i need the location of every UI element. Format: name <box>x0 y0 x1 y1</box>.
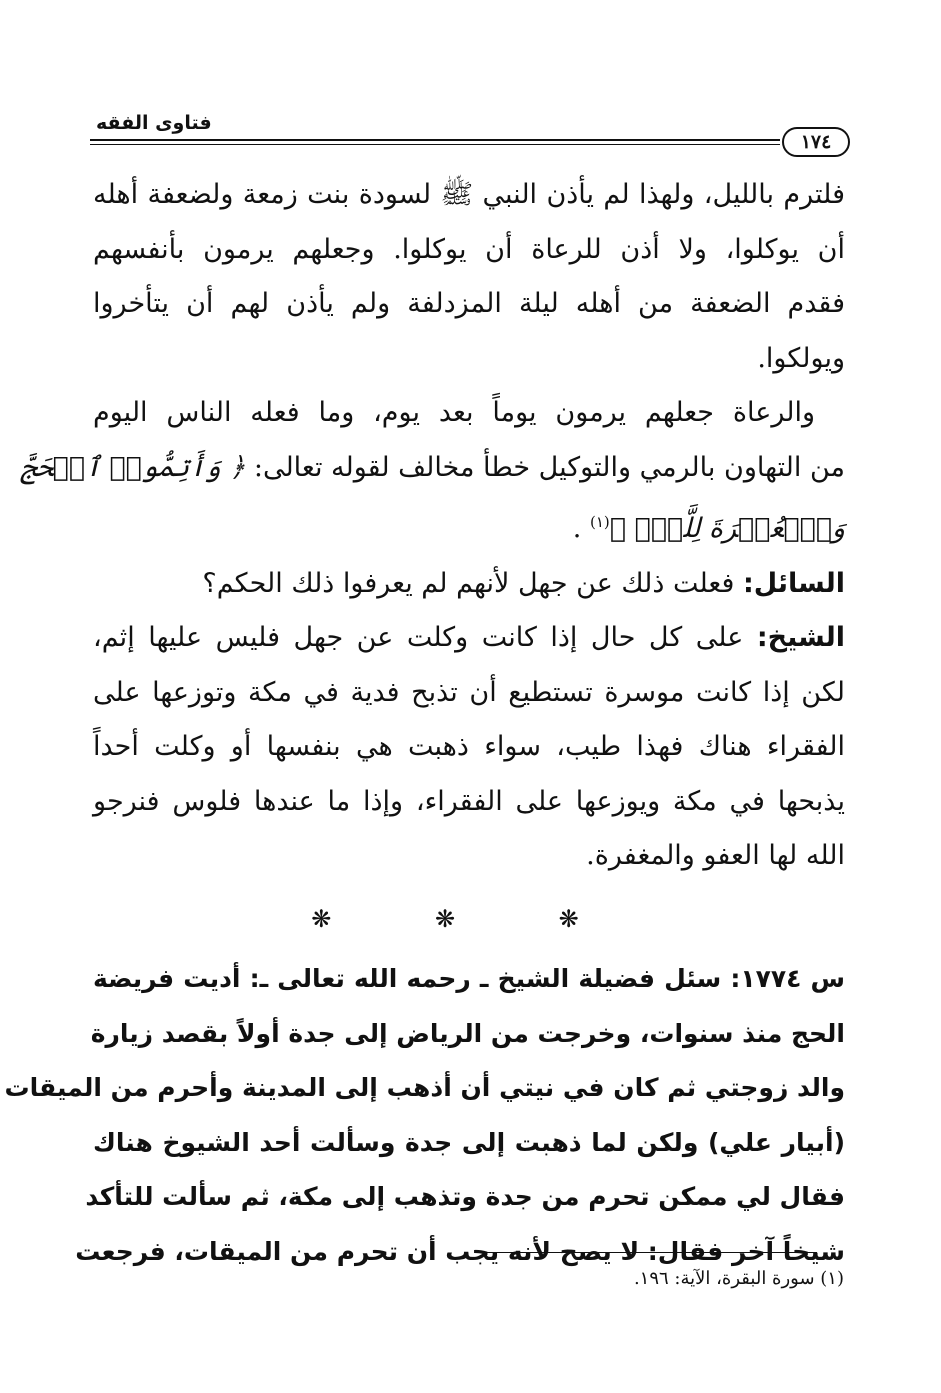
text-line: أن يوكلوا، ولا أذن للرعاة أن يوكلوا. وجعلهم يرمون بأنفسهم <box>93 233 845 265</box>
text-line: شيخاً آخر فقال: لا يصح لأنه يجب أن تحرم من الميقات، فرجعت <box>75 1236 845 1266</box>
footnote: (١) سورة البقرة، الآية: ١٩٦. <box>633 1268 844 1289</box>
page-number: ١٧٤ <box>782 127 850 157</box>
header-rule-thick <box>90 139 780 141</box>
quran-verse: ﴿ وَأَتِمُّوا۟ ٱلۡحَجَّ <box>20 451 246 483</box>
text-line: يذبحها في مكة ويوزعها على الفقراء، وإذا ما عندها فلوس فنرجو <box>93 785 845 817</box>
text-segment: من التهاون بالرمي والتوكيل خطأ مخالف لقوله تعالى: <box>253 451 845 483</box>
asker-paragraph <box>93 557 845 612</box>
text-line: فقال لي ممكن تحرم من جدة وتذهب إلى مكة، ثم سألت للتأكد <box>85 1182 845 1211</box>
text-line <box>93 495 845 557</box>
question-paragraph <box>4 952 845 1279</box>
paragraph-1 <box>93 168 845 386</box>
footnote-rule <box>475 1252 817 1253</box>
asker-text: فعلت ذلك عن جهل لأنهم لم يعرفوا ذلك الحكم؟ <box>202 567 735 599</box>
text-line: الحج منذ سنوات، وخرجت من الرياض إلى جدة أولاً بقصد زيارة <box>90 1018 845 1048</box>
text-line <box>93 611 845 666</box>
text-line: فلترم بالليل، ولهذا لم يأذن النبي ﷺ لسودة بنت زمعة ولضعفة أهله <box>93 179 845 210</box>
text-line: س ١٧٧٤: سئل فضيلة الشيخ ـ رحمه الله تعالى ـ: أديت فريضة <box>93 964 845 993</box>
text-line: والرعاة جعلهم يرمون يوماً بعد يوم، وما فعله الناس اليوم <box>93 397 815 428</box>
sheikh-label: الشيخ: <box>756 622 845 653</box>
text-line: الفقراء هناك فهذا طيب، سواء ذهبت هي بنفسها أو وكلت أحداً <box>93 731 845 762</box>
text-line: فقدم الضعفة من أهله ليلة المزدلفة ولم يأذن لهم أن يتأخروا <box>93 288 845 319</box>
text-segment: . <box>572 513 582 544</box>
running-title: فتاوى الفقه <box>96 112 212 134</box>
text-line: لكن إذا كانت موسرة تستطيع أن تذبح فدية في مكة وتوزعها على <box>93 676 845 708</box>
paragraph-2 <box>20 386 845 557</box>
text-line <box>20 441 845 496</box>
text-line: (أبيار علي) ولكن لما ذهبت إلى جدة وسألت أحد الشيوخ هناك <box>93 1127 845 1157</box>
text-line: ويولكوا. <box>757 342 845 374</box>
header-rule-thin <box>90 144 780 145</box>
body-text <box>4 168 845 1279</box>
quran-verse: وَٱلۡعُمۡرَةَ لِلَّهِۚ ﴾ <box>609 513 845 544</box>
text-line <box>93 557 845 612</box>
asker-label: السائل: <box>742 567 845 599</box>
section-separator: ❋ ❋ ❋ <box>311 904 627 933</box>
sheikh-paragraph <box>93 611 845 884</box>
page-header <box>90 112 850 152</box>
text-line: الله لها العفو والمغفرة. <box>586 840 845 871</box>
sheikh-text: على كل حال إذا كانت وكلت عن جهل فليس عليها إثم، <box>93 622 744 653</box>
text-line: والد زوجتي ثم كان في نيتي أن أذهب إلى المدينة وأحرم من الميقات <box>4 1073 845 1102</box>
footnote-marker: (١) <box>589 513 610 531</box>
